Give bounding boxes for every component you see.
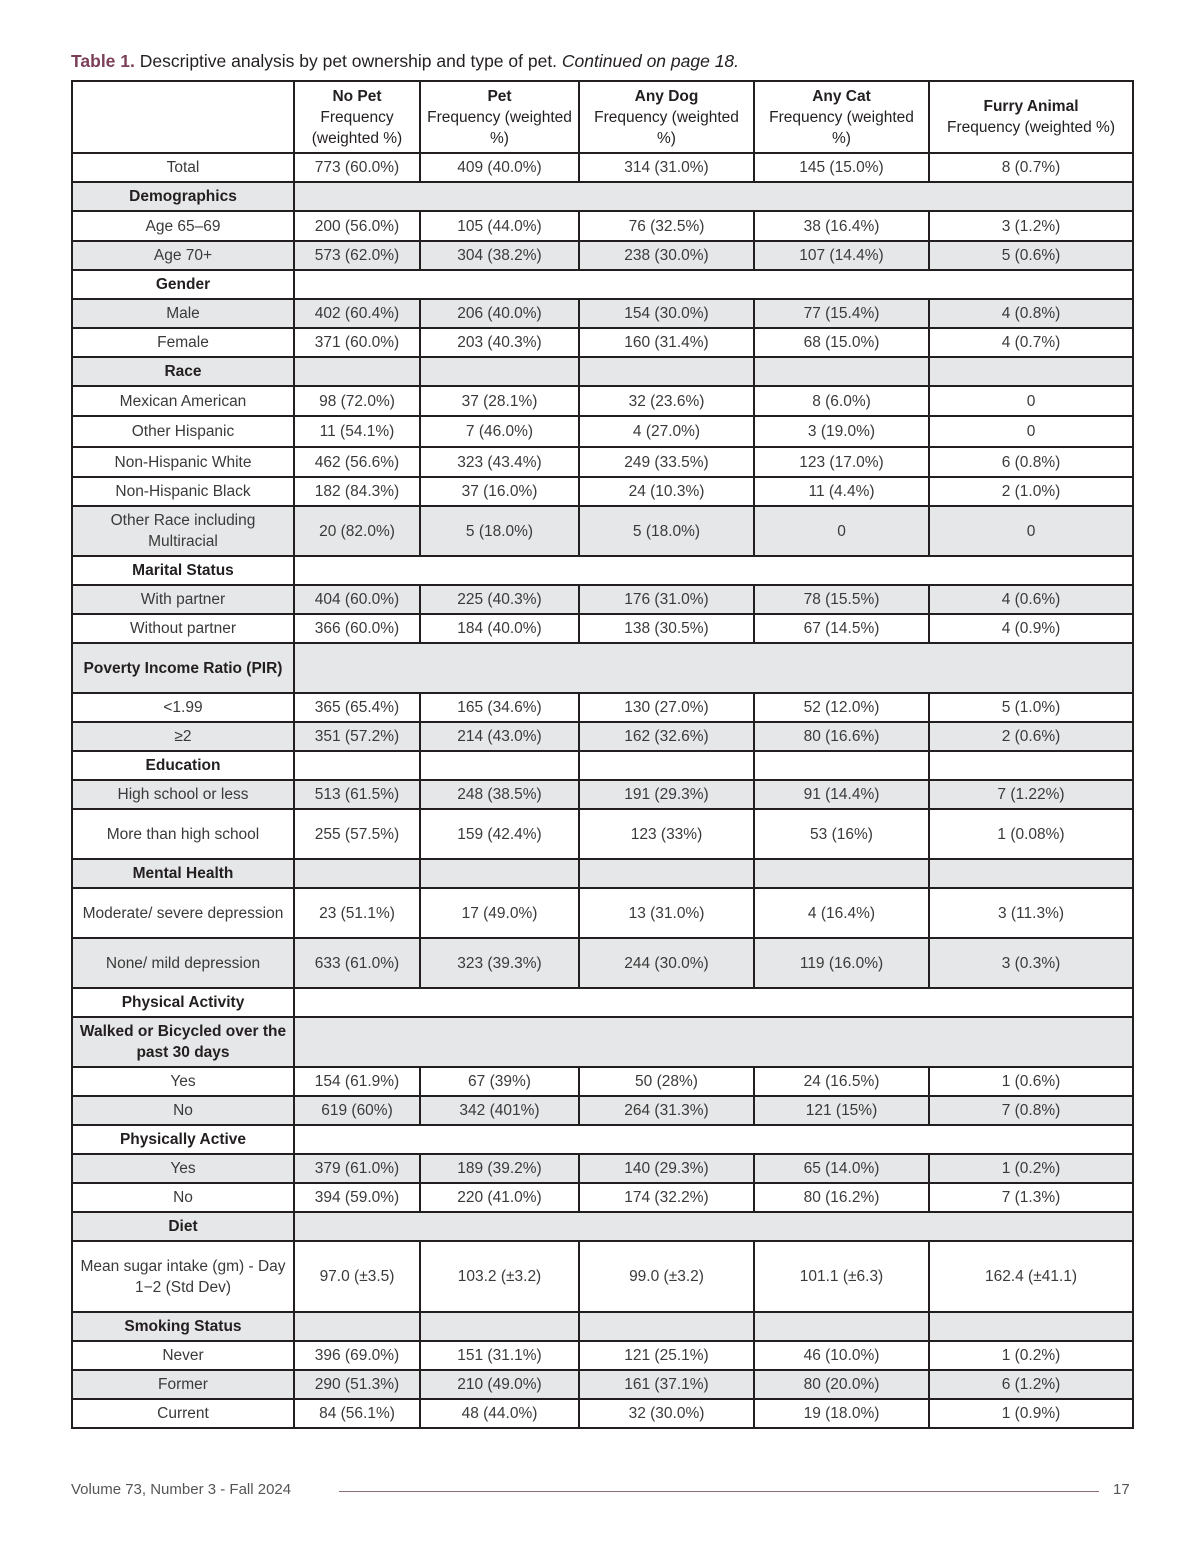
- section-header-row: [72, 988, 1133, 1017]
- value-cell: 174 (32.2%): [579, 1183, 754, 1212]
- total-row: [72, 153, 1133, 182]
- section-label: Physically Active: [72, 1125, 294, 1154]
- table-row: [72, 585, 1133, 614]
- value-cell: 37 (28.1%): [420, 386, 579, 416]
- empty-cell: [294, 1212, 1133, 1241]
- journal-issue: Volume 73, Number 3 - Fall 2024: [71, 1481, 292, 1498]
- value-cell: 5 (0.6%): [929, 241, 1133, 270]
- value-cell: 162 (32.6%): [579, 722, 754, 751]
- empty-cell: [420, 1312, 579, 1341]
- table-caption: [71, 50, 1141, 72]
- value-cell: 2 (0.6%): [929, 722, 1133, 751]
- value-cell: 11 (54.1%): [294, 416, 420, 447]
- header-blank-cell: [72, 81, 294, 153]
- value-cell: 3 (0.3%): [929, 938, 1133, 988]
- value-cell: 304 (38.2%): [420, 241, 579, 270]
- section-header-row: [72, 1312, 1133, 1341]
- section-header-row: [72, 859, 1133, 888]
- table-header-row: [72, 81, 1133, 153]
- value-cell: 2 (1.0%): [929, 477, 1133, 506]
- value-cell: 573 (62.0%): [294, 241, 420, 270]
- table-row: [72, 1341, 1133, 1370]
- value-cell: 402 (60.4%): [294, 299, 420, 328]
- row-label: Age 70+: [72, 241, 294, 270]
- value-cell: 20 (82.0%): [294, 506, 420, 556]
- value-cell: 264 (31.3%): [579, 1096, 754, 1125]
- value-cell: 409 (40.0%): [420, 153, 579, 182]
- value-cell: 200 (56.0%): [294, 211, 420, 241]
- value-cell: 342 (401%): [420, 1096, 579, 1125]
- value-cell: 13 (31.0%): [579, 888, 754, 938]
- section-header-row: [72, 1212, 1133, 1241]
- value-cell: 76 (32.5%): [579, 211, 754, 241]
- table-row: [72, 722, 1133, 751]
- value-cell: 52 (12.0%): [754, 693, 929, 722]
- value-cell: 203 (40.3%): [420, 328, 579, 357]
- row-label: Other Race including Multiracial: [72, 506, 294, 556]
- column-header: [579, 81, 754, 153]
- section-label: Physical Activity: [72, 988, 294, 1017]
- value-cell: 8 (0.7%): [929, 153, 1133, 182]
- value-cell: 7 (46.0%): [420, 416, 579, 447]
- section-header-row: [72, 556, 1133, 585]
- value-cell: 162.4 (±41.1): [929, 1241, 1133, 1312]
- value-cell: 4 (16.4%): [754, 888, 929, 938]
- value-cell: 189 (39.2%): [420, 1154, 579, 1183]
- value-cell: 32 (30.0%): [579, 1399, 754, 1428]
- row-label: None/ mild depression: [72, 938, 294, 988]
- value-cell: 225 (40.3%): [420, 585, 579, 614]
- column-header-name: Furry Animal: [983, 98, 1079, 115]
- row-label: Moderate/ severe depression: [72, 888, 294, 938]
- column-header-sub: Frequency (weighted %): [427, 108, 572, 147]
- empty-cell: [420, 357, 579, 386]
- value-cell: 138 (30.5%): [579, 614, 754, 643]
- table-row: [72, 416, 1133, 447]
- value-cell: 38 (16.4%): [754, 211, 929, 241]
- value-cell: 154 (61.9%): [294, 1067, 420, 1096]
- value-cell: 396 (69.0%): [294, 1341, 420, 1370]
- value-cell: 0: [754, 506, 929, 556]
- empty-cell: [294, 1312, 420, 1341]
- column-header-name: No Pet: [332, 87, 382, 105]
- value-cell: 182 (84.3%): [294, 477, 420, 506]
- value-cell: 365 (65.4%): [294, 693, 420, 722]
- value-cell: 65 (14.0%): [754, 1154, 929, 1183]
- value-cell: 7 (1.3%): [929, 1183, 1133, 1212]
- value-cell: 3 (11.3%): [929, 888, 1133, 938]
- row-label: Mean sugar intake (gm) - Day 1−2 (Std Dev): [72, 1241, 294, 1312]
- row-label: Current: [72, 1399, 294, 1428]
- value-cell: 8 (6.0%): [754, 386, 929, 416]
- value-cell: 80 (16.6%): [754, 722, 929, 751]
- table-row: [72, 299, 1133, 328]
- value-cell: 24 (10.3%): [579, 477, 754, 506]
- empty-cell: [294, 357, 420, 386]
- value-cell: 4 (0.9%): [929, 614, 1133, 643]
- value-cell: 121 (25.1%): [579, 1341, 754, 1370]
- row-label: Yes: [72, 1067, 294, 1096]
- column-header-sub: Frequency (weighted %): [594, 108, 739, 147]
- empty-cell: [294, 751, 420, 780]
- section-header-row: [72, 1017, 1133, 1067]
- pet-ownership-table: [71, 80, 1134, 1429]
- table-row: [72, 1241, 1133, 1312]
- row-label: Female: [72, 328, 294, 357]
- value-cell: 351 (57.2%): [294, 722, 420, 751]
- empty-cell: [929, 357, 1133, 386]
- value-cell: 23 (51.1%): [294, 888, 420, 938]
- value-cell: 394 (59.0%): [294, 1183, 420, 1212]
- empty-cell: [294, 643, 1133, 693]
- value-cell: 238 (30.0%): [579, 241, 754, 270]
- value-cell: 4 (0.6%): [929, 585, 1133, 614]
- row-label: Male: [72, 299, 294, 328]
- value-cell: 248 (38.5%): [420, 780, 579, 809]
- value-cell: 50 (28%): [579, 1067, 754, 1096]
- table-row: [72, 1096, 1133, 1125]
- value-cell: 32 (23.6%): [579, 386, 754, 416]
- table-row: [72, 1183, 1133, 1212]
- column-header-sub: Frequency (weighted %): [947, 119, 1115, 136]
- value-cell: 255 (57.5%): [294, 809, 420, 859]
- value-cell: 0: [929, 386, 1133, 416]
- table-row: [72, 693, 1133, 722]
- value-cell: 371 (60.0%): [294, 328, 420, 357]
- section-label: Mental Health: [72, 859, 294, 888]
- table-row: [72, 328, 1133, 357]
- value-cell: 3 (1.2%): [929, 211, 1133, 241]
- value-cell: 4 (0.8%): [929, 299, 1133, 328]
- row-label: High school or less: [72, 780, 294, 809]
- empty-cell: [929, 1312, 1133, 1341]
- value-cell: 7 (1.22%): [929, 780, 1133, 809]
- table-row: [72, 938, 1133, 988]
- empty-cell: [294, 556, 1133, 585]
- column-header-sub: Frequency (weighted %): [769, 108, 914, 147]
- value-cell: 4 (27.0%): [579, 416, 754, 447]
- value-cell: 5 (18.0%): [420, 506, 579, 556]
- table-row: [72, 1370, 1133, 1399]
- row-label: Former: [72, 1370, 294, 1399]
- value-cell: 3 (19.0%): [754, 416, 929, 447]
- table-row: [72, 386, 1133, 416]
- value-cell: 159 (42.4%): [420, 809, 579, 859]
- page-number: 17: [1113, 1481, 1130, 1498]
- section-label: Walked or Bicycled over the past 30 days: [72, 1017, 294, 1067]
- empty-cell: [754, 751, 929, 780]
- row-label: ≥2: [72, 722, 294, 751]
- value-cell: 191 (29.3%): [579, 780, 754, 809]
- value-cell: 140 (29.3%): [579, 1154, 754, 1183]
- table-row: [72, 506, 1133, 556]
- row-label: More than high school: [72, 809, 294, 859]
- value-cell: 97.0 (±3.5): [294, 1241, 420, 1312]
- value-cell: 160 (31.4%): [579, 328, 754, 357]
- value-cell: 4 (0.7%): [929, 328, 1133, 357]
- value-cell: 17 (49.0%): [420, 888, 579, 938]
- column-header-name: Any Cat: [812, 87, 871, 105]
- column-header: [294, 81, 420, 153]
- empty-cell: [754, 859, 929, 888]
- section-label: Demographics: [72, 182, 294, 211]
- empty-cell: [294, 182, 1133, 211]
- value-cell: 91 (14.4%): [754, 780, 929, 809]
- value-cell: 68 (15.0%): [754, 328, 929, 357]
- value-cell: 773 (60.0%): [294, 153, 420, 182]
- value-cell: 105 (44.0%): [420, 211, 579, 241]
- section-label: Smoking Status: [72, 1312, 294, 1341]
- row-label: Age 65–69: [72, 211, 294, 241]
- column-header: [420, 81, 579, 153]
- value-cell: 99.0 (±3.2): [579, 1241, 754, 1312]
- value-cell: 130 (27.0%): [579, 693, 754, 722]
- table-row: [72, 1399, 1133, 1428]
- empty-cell: [754, 1312, 929, 1341]
- column-header: [754, 81, 929, 153]
- value-cell: 80 (16.2%): [754, 1183, 929, 1212]
- empty-cell: [294, 1125, 1133, 1154]
- value-cell: 244 (30.0%): [579, 938, 754, 988]
- section-header-row: [72, 270, 1133, 299]
- value-cell: 379 (61.0%): [294, 1154, 420, 1183]
- row-label: No: [72, 1096, 294, 1125]
- value-cell: 404 (60.0%): [294, 585, 420, 614]
- empty-cell: [294, 270, 1133, 299]
- row-label: Never: [72, 1341, 294, 1370]
- column-header-sub: Frequency (weighted %): [311, 108, 403, 147]
- row-label: Without partner: [72, 614, 294, 643]
- value-cell: 7 (0.8%): [929, 1096, 1133, 1125]
- empty-cell: [579, 357, 754, 386]
- table-label: Table 1.: [71, 51, 135, 71]
- row-label: With partner: [72, 585, 294, 614]
- value-cell: 1 (0.08%): [929, 809, 1133, 859]
- value-cell: 67 (39%): [420, 1067, 579, 1096]
- column-header-name: Pet: [487, 87, 512, 105]
- row-label: Mexican American: [72, 386, 294, 416]
- section-header-row: [72, 643, 1133, 693]
- empty-cell: [754, 357, 929, 386]
- value-cell: 53 (16%): [754, 809, 929, 859]
- value-cell: 1 (0.6%): [929, 1067, 1133, 1096]
- section-label: Diet: [72, 1212, 294, 1241]
- row-label: Yes: [72, 1154, 294, 1183]
- value-cell: 78 (15.5%): [754, 585, 929, 614]
- row-label: No: [72, 1183, 294, 1212]
- empty-cell: [294, 988, 1133, 1017]
- table-row: [72, 241, 1133, 270]
- value-cell: 123 (33%): [579, 809, 754, 859]
- value-cell: 323 (43.4%): [420, 447, 579, 477]
- caption-text: Descriptive analysis by pet ownership and type of pet.: [134, 51, 562, 71]
- empty-cell: [579, 751, 754, 780]
- value-cell: 107 (14.4%): [754, 241, 929, 270]
- section-label: Education: [72, 751, 294, 780]
- empty-cell: [929, 859, 1133, 888]
- section-header-row: [72, 1125, 1133, 1154]
- value-cell: 206 (40.0%): [420, 299, 579, 328]
- value-cell: 24 (16.5%): [754, 1067, 929, 1096]
- table-row: [72, 1154, 1133, 1183]
- value-cell: 77 (15.4%): [754, 299, 929, 328]
- table-row: [72, 888, 1133, 938]
- table-row: [72, 211, 1133, 241]
- empty-cell: [294, 859, 420, 888]
- column-header-name: Any Dog: [634, 87, 699, 105]
- table-row: [72, 1067, 1133, 1096]
- value-cell: 323 (39.3%): [420, 938, 579, 988]
- value-cell: 5 (18.0%): [579, 506, 754, 556]
- value-cell: 1 (0.2%): [929, 1154, 1133, 1183]
- value-cell: 11 (4.4%): [754, 477, 929, 506]
- value-cell: 154 (30.0%): [579, 299, 754, 328]
- empty-cell: [294, 1017, 1133, 1067]
- value-cell: 249 (33.5%): [579, 447, 754, 477]
- value-cell: 1 (0.9%): [929, 1399, 1133, 1428]
- empty-cell: [929, 751, 1133, 780]
- value-cell: 123 (17.0%): [754, 447, 929, 477]
- row-label: Other Hispanic: [72, 416, 294, 447]
- value-cell: 98 (72.0%): [294, 386, 420, 416]
- value-cell: 48 (44.0%): [420, 1399, 579, 1428]
- value-cell: 119 (16.0%): [754, 938, 929, 988]
- value-cell: 103.2 (±3.2): [420, 1241, 579, 1312]
- value-cell: 19 (18.0%): [754, 1399, 929, 1428]
- value-cell: 513 (61.5%): [294, 780, 420, 809]
- empty-cell: [420, 751, 579, 780]
- table-row: [72, 447, 1133, 477]
- value-cell: 184 (40.0%): [420, 614, 579, 643]
- value-cell: 46 (10.0%): [754, 1341, 929, 1370]
- table-body: [72, 153, 1133, 1428]
- value-cell: 5 (1.0%): [929, 693, 1133, 722]
- section-header-row: [72, 357, 1133, 386]
- row-label: <1.99: [72, 693, 294, 722]
- section-label: Poverty Income Ratio (PIR): [72, 643, 294, 693]
- row-label: Total: [72, 153, 294, 182]
- value-cell: 80 (20.0%): [754, 1370, 929, 1399]
- value-cell: 290 (51.3%): [294, 1370, 420, 1399]
- value-cell: 633 (61.0%): [294, 938, 420, 988]
- section-label: Race: [72, 357, 294, 386]
- value-cell: 6 (1.2%): [929, 1370, 1133, 1399]
- empty-cell: [420, 859, 579, 888]
- value-cell: 6 (0.8%): [929, 447, 1133, 477]
- value-cell: 1 (0.2%): [929, 1341, 1133, 1370]
- value-cell: 151 (31.1%): [420, 1341, 579, 1370]
- value-cell: 84 (56.1%): [294, 1399, 420, 1428]
- row-label: Non-Hispanic White: [72, 447, 294, 477]
- section-label: Marital Status: [72, 556, 294, 585]
- value-cell: 165 (34.6%): [420, 693, 579, 722]
- section-header-row: [72, 182, 1133, 211]
- value-cell: 0: [929, 416, 1133, 447]
- table-row: [72, 780, 1133, 809]
- empty-cell: [579, 859, 754, 888]
- value-cell: 0: [929, 506, 1133, 556]
- table-row: [72, 809, 1133, 859]
- table-row: [72, 477, 1133, 506]
- value-cell: 314 (31.0%): [579, 153, 754, 182]
- value-cell: 366 (60.0%): [294, 614, 420, 643]
- caption-continued: Continued on page 18.: [561, 51, 740, 71]
- value-cell: 210 (49.0%): [420, 1370, 579, 1399]
- value-cell: 37 (16.0%): [420, 477, 579, 506]
- section-label: Gender: [72, 270, 294, 299]
- value-cell: 462 (56.6%): [294, 447, 420, 477]
- footer-divider: [339, 1491, 1099, 1492]
- value-cell: 145 (15.0%): [754, 153, 929, 182]
- row-label: Non-Hispanic Black: [72, 477, 294, 506]
- value-cell: 101.1 (±6.3): [754, 1241, 929, 1312]
- value-cell: 161 (37.1%): [579, 1370, 754, 1399]
- value-cell: 220 (41.0%): [420, 1183, 579, 1212]
- value-cell: 121 (15%): [754, 1096, 929, 1125]
- column-header: [929, 81, 1133, 153]
- value-cell: 619 (60%): [294, 1096, 420, 1125]
- empty-cell: [579, 1312, 754, 1341]
- value-cell: 176 (31.0%): [579, 585, 754, 614]
- value-cell: 214 (43.0%): [420, 722, 579, 751]
- value-cell: 67 (14.5%): [754, 614, 929, 643]
- section-header-row: [72, 751, 1133, 780]
- table-row: [72, 614, 1133, 643]
